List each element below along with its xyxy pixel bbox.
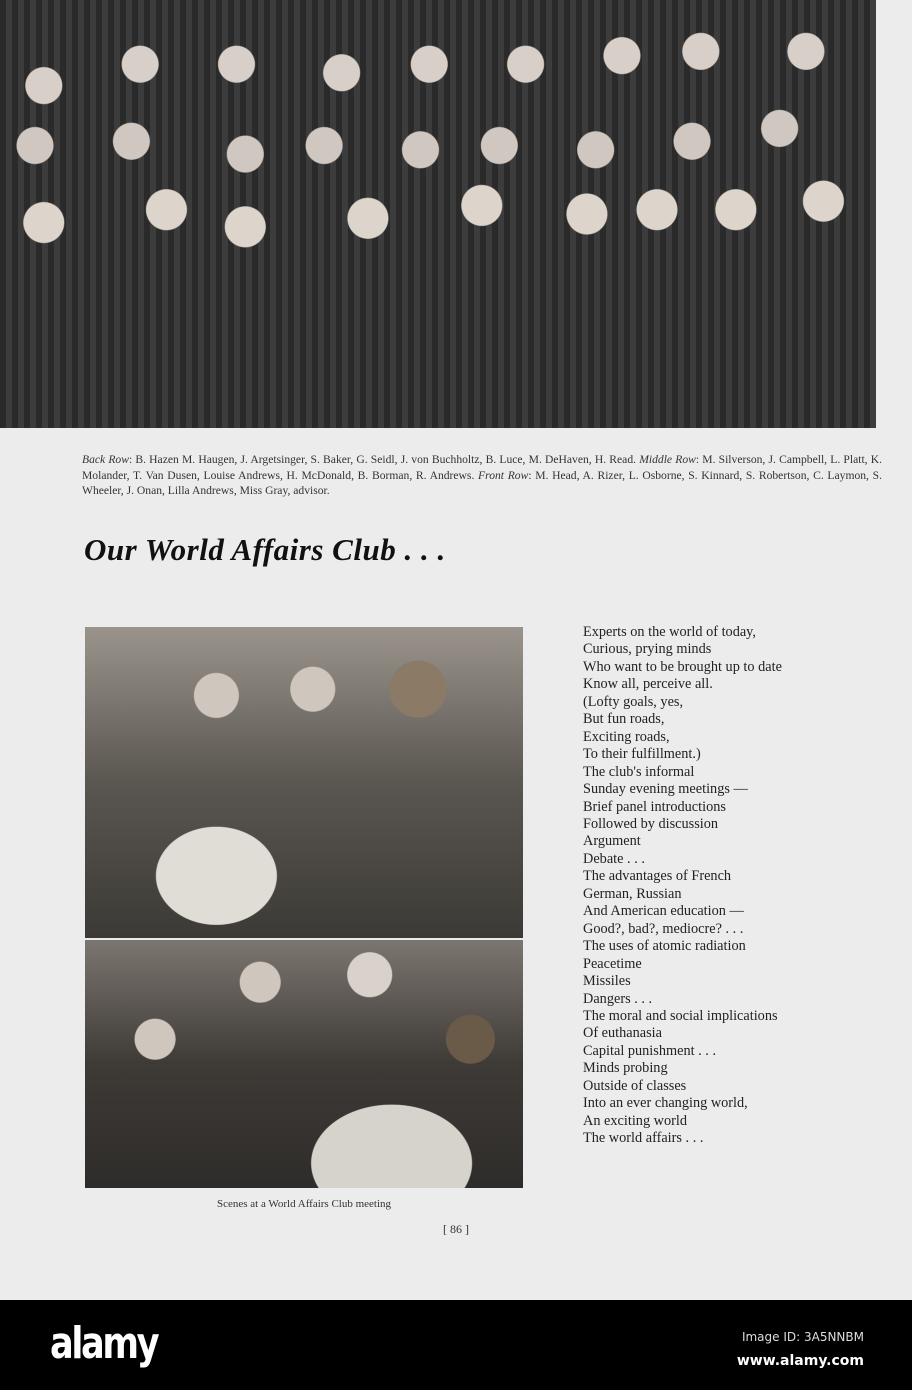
poem-line: Missiles	[583, 973, 631, 990]
poem-line: Curious, prying minds	[583, 641, 712, 658]
front-row-label: Front Row	[478, 468, 529, 482]
poem	[583, 624, 782, 1148]
poem-line: Peacetime	[583, 955, 642, 972]
site-url: www.alamy.com	[736, 1353, 864, 1369]
poem-line: An exciting world	[583, 1112, 688, 1129]
back-row-names: : B. Hazen M. Haugen, J. Argetsinger, S. Baker, G. Seidl, J. von Buchholtz, B. Luce, M. DeHaven, H. Read.	[128, 453, 640, 466]
poem-line: Of euthanasia	[583, 1025, 662, 1042]
poem-line: Minds probing	[583, 1060, 668, 1077]
scene-caption: Scenes at a World Affairs Club meeting	[216, 1198, 392, 1210]
poem-line: Argument	[583, 833, 641, 850]
poem-line: Capital punishment . . .	[583, 1042, 717, 1059]
meeting-photo-bottom	[85, 940, 523, 1188]
meeting-photo-top	[85, 627, 523, 938]
poem-line: German, Russian	[583, 885, 682, 902]
poem-line: Sunday evening meetings —	[583, 781, 748, 798]
poem-line: Experts on the world of today,	[583, 624, 756, 640]
back-row-label: Back Row	[82, 453, 129, 466]
poem-line: The advantages of French	[583, 868, 732, 885]
group-photo-caption	[82, 452, 882, 499]
poem-line: The moral and social implications	[583, 1007, 778, 1024]
watermark-footer	[0, 1300, 912, 1390]
poem-line: Into an ever changing world,	[583, 1095, 748, 1112]
poem-line: To their fulfillment.)	[583, 746, 701, 763]
poem-line: Dangers . . .	[583, 990, 653, 1007]
poem-line: The uses of atomic radiation	[583, 938, 746, 955]
poem-line: The world affairs . . .	[583, 1130, 704, 1147]
poem-line: Good?, bad?, mediocre? . . .	[583, 920, 744, 937]
poem-line: And American education —	[583, 903, 744, 920]
poem-line: (Lofty goals, yes,	[583, 693, 684, 710]
poem-line: Followed by discussion	[583, 815, 719, 832]
front-row-names: : M. Head, A. Rizer, L. Osborne, S. Kinnard, S. Robertson, C. Laymon, S. Wheeler, J. Onan, Lilla Andrews, Miss Gray, advisor.	[82, 468, 882, 497]
image-id: Image ID: 3A5NNBM	[741, 1330, 864, 1344]
middle-row-label: Middle Row	[639, 453, 696, 466]
poem-line: Brief panel introductions	[583, 798, 726, 815]
group-photo	[0, 0, 876, 428]
poem-line: Who want to be brought up to date	[583, 658, 782, 675]
poem-line: Outside of classes	[583, 1077, 687, 1094]
poem-line: Exciting roads,	[583, 728, 670, 745]
middle-row-names: : M. Silverson, J. Campbell, L. Platt, K. Molander, T. Van Dusen, Louise Andrews, H. McDonald, B. Borman, R. Andrews.	[82, 453, 883, 482]
poem-line: Debate . . .	[583, 850, 645, 867]
page-title: Our World Affairs Club . . .	[84, 532, 446, 567]
poem-line: Know all, perceive all.	[583, 676, 713, 693]
poem-line: But fun roads,	[583, 711, 665, 728]
page-number: [ 86 ]	[443, 1222, 469, 1236]
alamy-logo: alamy	[50, 1318, 158, 1369]
poem-line: The club's informal	[583, 763, 695, 780]
